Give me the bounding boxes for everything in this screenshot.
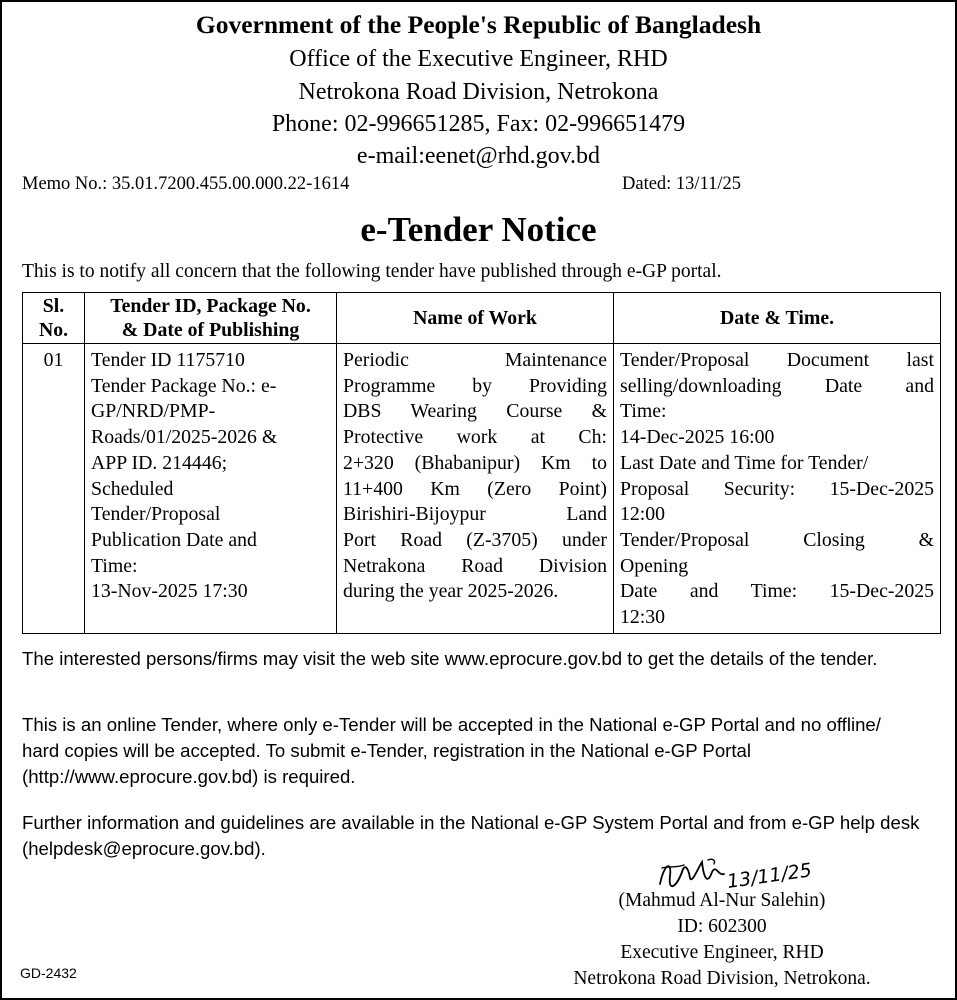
government-title: Government of the People's Republic of Bangladesh <box>195 10 762 39</box>
header-sl: Sl. No. <box>23 293 85 344</box>
cell-tender-info: Tender ID 1175710 Tender Package No.: e- GP/NRD/PMP- Roads/01/2025-2026 & APP ID. 214446; Scheduled Tender/Proposal Publication Date and Time: 13-Nov-2025 17:30 <box>85 344 337 634</box>
header-tender-id: Tender ID, Package No. & Date of Publishing <box>85 293 337 344</box>
email-address: e-mail:eenet@rhd.gov.bd <box>356 143 601 169</box>
signature-block <box>542 888 902 992</box>
header-name-of-work: Name of Work <box>337 293 614 344</box>
division-name: Netrokona Road Division, Netrokona <box>298 79 659 105</box>
footer-code: GD-2432 <box>20 965 77 981</box>
phone-fax: Phone: 02-996651285, Fax: 02-996651479 <box>271 111 686 137</box>
signatory-office: Netrokona Road Division, Netrokona. <box>573 968 871 989</box>
signatory-id: ID: 602300 <box>677 916 767 937</box>
paragraph-helpdesk: Further information and guidelines are available in the National e-GP System Portal and from e-GP help desk (helpdesk@eprocure.gov.bd). <box>22 812 920 859</box>
signatory-name: (Mahmud Al-Nur Salehin) <box>618 890 826 911</box>
memo-date: Dated: 13/11/25 <box>622 174 742 194</box>
notice-title: e-Tender Notice <box>360 210 597 249</box>
memo-number: Memo No.: 35.01.7200.455.00.000.22-1614 <box>22 174 350 194</box>
signature-date: 13/11/25 <box>725 859 814 893</box>
table-row <box>23 344 941 634</box>
office-name: Office of the Executive Engineer, RHD <box>289 46 668 72</box>
signatory-designation: Executive Engineer, RHD <box>620 942 824 963</box>
cell-date-time: Tender/Proposal Document last selling/downloading Date and Time: 14-Dec-2025 16:00 Last Date and Time for Tender/ Proposal Security: 15-Dec-2025 12:00 Tender/Proposal Closing & Opening Date and Time: 15-Dec-2025 12:30 <box>614 344 941 634</box>
intro-text: This is to notify all concern that the following tender have published through e-GP portal. <box>22 261 722 282</box>
paragraph-website: The interested persons/firms may visit the web site www.eprocure.gov.bd to get the details of the tender. <box>22 648 878 669</box>
table-header-row <box>23 293 941 344</box>
cell-sl: 01 <box>23 344 85 634</box>
cell-name-of-work: Periodic Maintenance Programme by Providing DBS Wearing Course & Protective work at Ch: 2+320 (Bhabanipur) Km to 11+400 Km (Zero Point) Birishiri-Bijoypur Land Port Road (Z-3705) under Netrakona Road Division during the year 2025-2026. <box>337 344 614 634</box>
paragraph-online-tender: This is an online Tender, where only e-Tender will be accepted in the National e-GP Portal and no offline/ hard copies will be accepted. To submit e-Tender, registration in the National e-GP Portal (http://www.eprocure.gov.bd) is required. <box>22 714 881 787</box>
tender-table <box>22 292 941 634</box>
header-date-time: Date & Time. <box>614 293 941 344</box>
